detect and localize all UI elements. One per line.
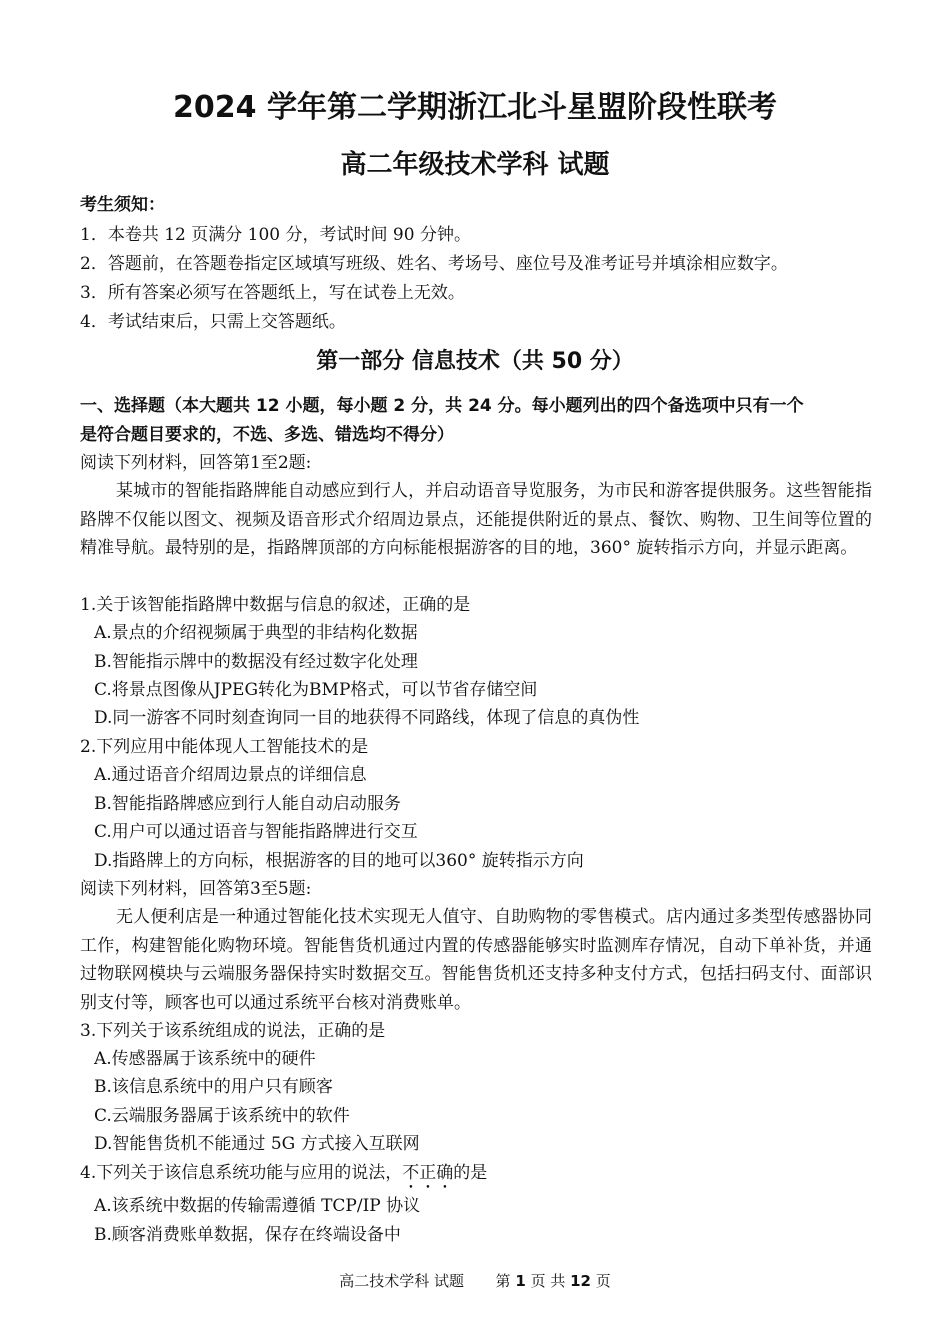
notice-item: 4．考试结束后，只需上交答题纸。 <box>80 312 346 332</box>
option-a: A.通过语音介绍周边景点的详细信息 <box>94 765 367 785</box>
question-stem: 1.关于该智能指路牌中数据与信息的叙述，正确的是 <box>80 595 471 615</box>
footer-page-pre: 第 <box>495 1272 511 1290</box>
question-stem-prefix: 4.下列关于该信息系统功能与应用的说法， <box>80 1163 403 1183</box>
notice-item: 3．所有答案必须写在答题纸上，写在试卷上无效。 <box>80 283 465 303</box>
footer-page-post: 页 <box>595 1272 611 1290</box>
notice-item: 1．本卷共 12 页满分 100 分，考试时间 90 分钟。 <box>80 225 471 245</box>
option-b: B.顾客消费账单数据，保存在终端设备中 <box>94 1225 401 1245</box>
section-instructions-line1: 一、选择题（本大题共 12 小题，每小题 2 分，共 24 分。每小题列出的四个备选项中只有一个 <box>80 396 804 416</box>
option-a: A.传感器属于该系统中的硬件 <box>94 1049 316 1069</box>
option-d: D.同一游客不同时刻查询同一目的地获得不同路线，体现了信息的真伪性 <box>94 708 640 728</box>
option-c: C.用户可以通过语音与智能指路牌进行交互 <box>94 822 418 842</box>
notice-heading: 考生须知： <box>80 195 165 215</box>
footer-page-number: 1 <box>515 1272 526 1290</box>
footer-subject: 高二技术学科 试题 <box>339 1272 464 1290</box>
option-a: A.该系统中数据的传输需遵循 TCP/IP 协议 <box>94 1196 421 1216</box>
option-c: C.云端服务器属于该系统中的软件 <box>94 1106 350 1126</box>
option-b: B.智能指示牌中的数据没有经过数字化处理 <box>94 652 418 672</box>
question-stem-suffix: 的是 <box>453 1163 488 1183</box>
option-b: B.智能指路牌感应到行人能自动启动服务 <box>94 794 401 814</box>
option-b: B.该信息系统中的用户只有顾客 <box>94 1077 333 1097</box>
option-d: D.指路牌上的方向标，根据游客的目的地可以360° 旋转指示方向 <box>94 851 584 871</box>
exam-subtitle: 高二年级技术学科 试题 <box>340 150 610 180</box>
material-text: 某城市的智能指路牌能自动感应到行人，并启动语音导览服务，为市民和游客提供服务。这些智能指路牌不仅能以图文、视频及语音形式介绍周边景点，还能提供附近的景点、餐饮、购物、卫生间等位置的精准导航。最特别的是，指路牌顶部的方向标能根据游客的目的地，360° 旋转指示方向，并显示距离。 <box>80 481 872 559</box>
footer-page-mid: 页 共 <box>530 1272 566 1290</box>
question-stem: 3.下列关于该系统组成的说法，正确的是 <box>80 1021 386 1041</box>
notice-item: 2．答题前，在答题卷指定区域填写班级、姓名、考场号、座位号及准考证号并填涂相应数字。 <box>80 254 788 274</box>
emphasized-word: 不正确 <box>402 1163 454 1183</box>
part-title: 第一部分 信息技术（共 50 分） <box>316 349 634 374</box>
question-stem <box>80 1162 487 1193</box>
footer-page-total: 12 <box>570 1272 591 1290</box>
option-d: D.智能售货机不能通过 5G 方式接入互联网 <box>94 1134 420 1154</box>
option-a: A.景点的介绍视频属于典型的非结构化数据 <box>94 623 418 643</box>
material-intro: 阅读下列材料，回答第3至5题: <box>80 879 312 899</box>
option-c: C.将景点图像从JPEG转化为BMP格式，可以节省存储空间 <box>94 680 538 700</box>
question-stem: 2.下列应用中能体现人工智能技术的是 <box>80 737 369 757</box>
material-text: 无人便利店是一种通过智能化技术实现无人值守、自助购物的零售模式。店内通过多类型传感器协同工作，构建智能化购物环境。智能售货机通过内置的传感器能够实时监测库存情况，自动下单补货，并通过物联网模块与云端服务器保持实时数据交互。智能售货机还支持多种支付方式，包括扫码支付、面部识别支付等，顾客也可以通过系统平台核对消费账单。 <box>80 907 872 1013</box>
exam-title: 2024 学年第二学期浙江北斗星盟阶段性联考 <box>173 90 777 125</box>
page-footer <box>0 1270 950 1291</box>
material-intro: 阅读下列材料，回答第1至2题: <box>80 453 312 473</box>
section-instructions-line2: 是符合题目要求的，不选、多选、错选均不得分） <box>80 425 454 445</box>
